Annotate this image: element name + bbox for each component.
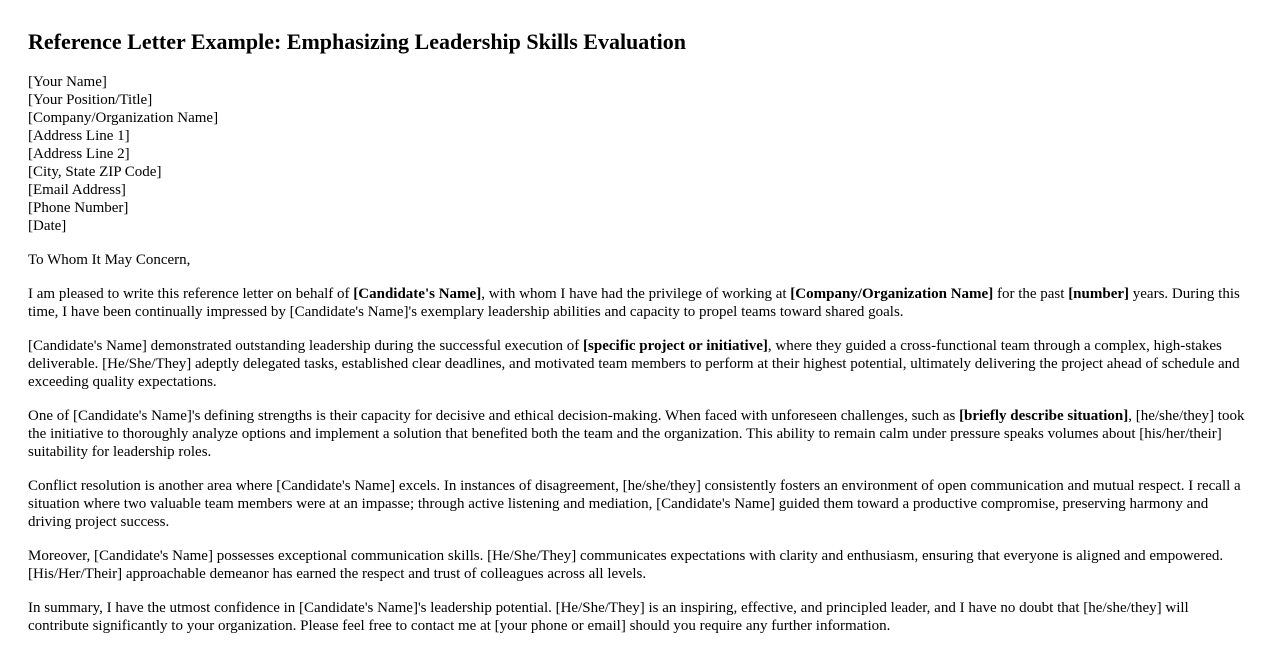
sender-position: [Your Position/Title] — [28, 92, 153, 108]
paragraph-text: , where they guided a cross-functional team through a complex, high-stakes deliverable. [He/She/They] adeptly delegated tasks, established clear deadlines, and motivated team members to perform at their highest potential, ultimately delivering the project ahead of schedule and exceeding quality expectations. — [28, 338, 1240, 390]
sender-address-block — [28, 73, 1250, 235]
paragraph-text: , [he/she/they] took the initiative to thoroughly analyze options and implement a solution that benefited both the team and the organization. This ability to remain calm under pressure speaks volumes about [his/her/their] suitability for leadership roles. — [28, 408, 1245, 460]
project-placeholder: [specific project or initiative] — [583, 338, 768, 354]
paragraph-conflict-resolution: Conflict resolution is another area where [Candidate's Name] excels. In instances of disagreement, [he/she/they] consistently fosters an environment of open communication and mutual respect. I recall a situation where two valuable team members were at an impasse; through active listening and mediation, [Candidate's Name] guided them toward a productive compromise, preserving harmony and driving project success. — [28, 478, 1241, 530]
sender-company: [Company/Organization Name] — [28, 110, 219, 126]
paragraph-introduction — [28, 285, 1250, 321]
sender-city-state-zip: [City, State ZIP Code] — [28, 164, 162, 180]
sender-email: [Email Address] — [28, 182, 126, 198]
salutation: To Whom It May Concern, — [28, 252, 191, 268]
paragraph-text: One of [Candidate's Name]'s defining strengths is their capacity for decisive and ethical decision-making. When faced with unforeseen challenges, such as — [28, 408, 960, 424]
paragraph-summary: In summary, I have the utmost confidence in [Candidate's Name]'s leadership potential. [He/She/They] is an inspiring, effective, and principled leader, and I have no doubt that [he/she/they] will contribute significantly to your organization. Please feel free to contact me at [your phone or email] should you require any further information. — [28, 600, 1189, 634]
paragraph-project-leadership — [28, 337, 1250, 391]
candidate-name-placeholder: [Candidate's Name] — [353, 286, 482, 302]
situation-placeholder: [briefly describe situation] — [959, 408, 1129, 424]
years-number-placeholder: [number] — [1068, 286, 1130, 302]
page-title: Reference Letter Example: Emphasizing Leadership Skills Evaluation — [28, 29, 686, 54]
paragraph-text: [Candidate's Name] demonstrated outstanding leadership during the successful execution of — [28, 338, 584, 354]
letter-date: [Date] — [28, 218, 67, 234]
paragraph-text: years. During this time, I have been continually impressed by [Candidate's Name]'s exemplary leadership abilities and capacity to propel teams toward shared goals. — [28, 286, 1240, 320]
sender-address-line-2: [Address Line 2] — [28, 146, 130, 162]
sender-name: [Your Name] — [28, 74, 107, 90]
paragraph-text: for the past — [993, 286, 1069, 302]
paragraph-decision-making — [28, 407, 1250, 461]
sender-phone: [Phone Number] — [28, 200, 129, 216]
paragraph-text: , with whom I have had the privilege of working at — [481, 286, 791, 302]
company-name-placeholder: [Company/Organization Name] — [790, 286, 994, 302]
sender-address-line-1: [Address Line 1] — [28, 128, 130, 144]
paragraph-communication: Moreover, [Candidate's Name] possesses exceptional communication skills. [He/She/They] communicates expectations with clarity and enthusiasm, ensuring that everyone is aligned and empowered. [His/Her/Their] approachable demeanor has earned the respect and trust of colleagues across all levels. — [28, 548, 1224, 582]
paragraph-text: I am pleased to write this reference letter on behalf of — [28, 286, 354, 302]
